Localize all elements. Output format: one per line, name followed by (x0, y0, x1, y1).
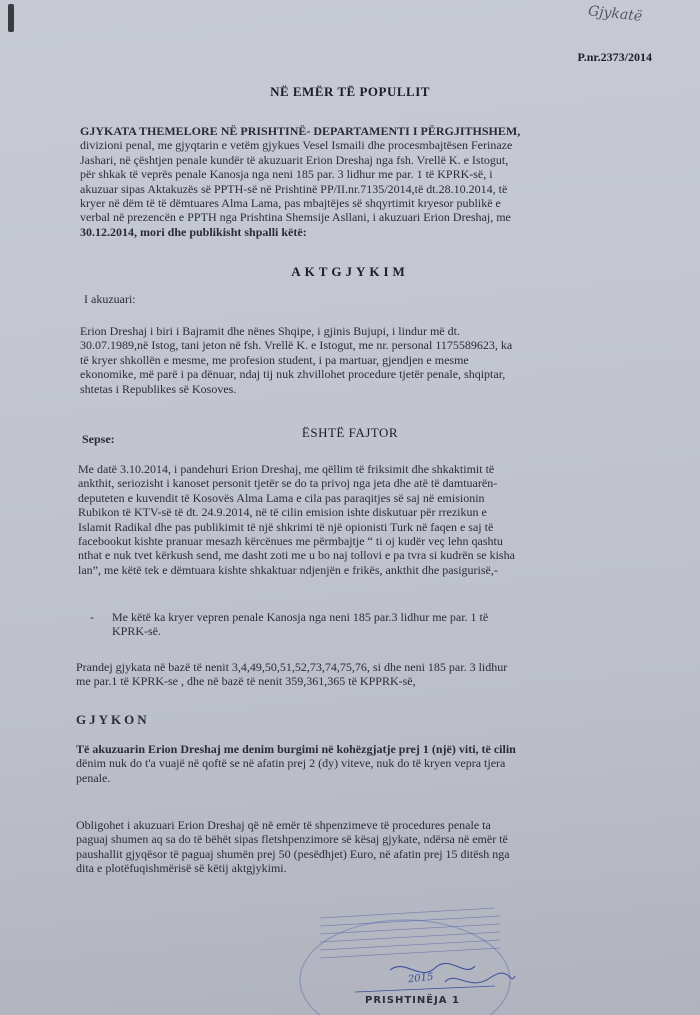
sentence-line-text: Të akuzuarin Erion Dreshaj me denim burgimi në kohëzgjatje prej 1 (një) viti, të cilin (76, 742, 516, 756)
facts-line: facebookut kishte pranuar mesazh kërcënues me përmbajtje “ ti oj kudër veç lehn qashtu (78, 534, 503, 549)
costs-paragraph (76, 818, 606, 876)
costs-line: Obligohet i akuzuari Erion Dreshaj që në emër të shpenzimeve të procedures penale ta (76, 818, 491, 832)
costs-line: paushallit gjyqësor të paguaj shumën prej 50 (pesëdhjet) Euro, në afatin prej 15 ditësh nga (76, 846, 510, 861)
accused-line: shtetas i Republikes së Kosoves. (80, 381, 237, 396)
law-paragraph (76, 660, 606, 689)
intro-line: kryer në dëm të të dëmtuares Alma Lama, pas mbajtëjes së shqyrtimit kryesor publikë e (80, 196, 501, 211)
intro-paragraph (80, 124, 610, 239)
accused-line: 30.07.1989,në Istog, tani jeton në fsh. Vrellë K. e Istogut, me nr. personal 1175589623, ka (80, 338, 513, 353)
bullet-paragraph (112, 610, 602, 639)
bullet-line: Me këtë ka kryer vepren penale Kanosja nga neni 185 par.3 lidhur me par. 1 të (112, 610, 489, 624)
sentence-line: dënim nuk do t'a vuajë në qoftë se në afatin prej 2 (dy) viteve, nuk do të kryen vepra tjera (76, 756, 506, 771)
accused-label: I akuzuari: (84, 292, 136, 306)
accused-line: ekonomike, më parë i pa dënuar, ndaj tij nuk zhvillohet procedure tjetër penale, shqiptar, (80, 367, 506, 382)
intro-line: akuzuar sipas Aktakuzës së PPTH-së në Prishtinë PP/II.nr.7135/2014,të dt.28.10.2014, të (80, 181, 508, 196)
law-line: Prandej gjykata në bazë të nenit 3,4,49,50,51,52,73,74,75,76, si dhe neni 185 par. 3 lidhur (76, 660, 508, 674)
court-stamp (295, 900, 525, 1015)
document-title: NË EMËR TË POPULLIT (270, 84, 430, 99)
case-number: P.nr.2373/2014 (577, 50, 652, 64)
facts-line: Me datë 3.10.2014, i pandehuri Erion Dreshaj, me qëllim të friksimit dhe shkaktimit të (78, 462, 495, 476)
law-line: me par.1 të KPRK-se , dhe në bazë të nenit 359,361,365 të KPPRK-së, (76, 674, 416, 689)
intro-line: GJYKATA THEMELORE NË PRISHTINË- DEPARTAMENTI I PËRGJITHSHEM, (80, 124, 521, 138)
intro-line: 30.12.2014, mori dhe publikisht shpalli këtë: (80, 224, 307, 239)
guilty-heading: ËSHTË FAJTOR (301, 425, 399, 440)
judges-heading: GJYKON (76, 712, 150, 727)
because-label: Sepse: (82, 432, 115, 446)
accused-paragraph (80, 324, 610, 396)
sentence-paragraph (76, 742, 606, 785)
costs-line: dita e plotëfuqishmërisë së këtij aktgjykimi. (76, 861, 287, 876)
costs-line: paguaj shumen aq sa do të bëhët sipas fletshpenzimore së kësaj gjykate, ndërsa në emër të (76, 832, 508, 847)
intro-line: divizioni penal, me gjyqtarin e vetëm gjykues Vesel Ismaili dhe procesmbajtësen Ferinaze (80, 138, 513, 153)
intro-line: verbal në prezencën e PPTH nga Prishtina Shemsije Asllani, i akuzuari Erion Dreshaj, me (80, 210, 511, 225)
facts-line: Rubikon të KTV-së të dt. 24.9.2014, në të cilin emision ishte diskutuar për rrezikun e (78, 505, 487, 520)
bullet-marker: - (90, 610, 94, 624)
facts-line: ankthit, seriozisht i kanoset personit tjetër se do ta privoj nga jeta dhe atë të damtuarën- (78, 476, 498, 491)
sentence-line: penale. (76, 770, 111, 785)
sentence-line (76, 742, 606, 756)
facts-line: Islamit Radikal dhe pas publikimit të një shkrimi të një opionisti Turk në faqen e saj të (78, 519, 494, 534)
accused-line: Erion Dreshaj i biri i Bajramit dhe nënes Shqipe, i gjinis Bujupi, i lindur më dt. (80, 324, 460, 338)
accused-line: të kryer shkollën e mesme, me profesion student, i pa martuar, gjendjen e mesme (80, 352, 469, 367)
facts-paragraph (78, 462, 608, 577)
stamp-location-text: PRISHTINËJA 1 (365, 995, 460, 1006)
intro-line: Jashari, në çështjen penale kundër të akuzuarit Erion Dreshaj nga fsh. Vrellë K. e Istogut, (80, 152, 509, 167)
facts-line: lan”, me këtë tek e dëmtuara kishte shkaktuar ndjenjën e frikës, ankthit dhe pasigurisë,- (78, 562, 498, 577)
intro-line: për shkak të veprës penale Kanosja nga neni 185 par. 3 lidhur me par. 1 të KPRK-së, i (80, 167, 493, 182)
signature-date: 2015 (407, 971, 434, 986)
binding-holes (8, 0, 18, 60)
handwritten-corner-note: Gjykatë (587, 3, 643, 25)
facts-line: nthat e nuk tvet kërkush send, me dasht zoti me u bo naj tollovi e pa tvra si kudrën se kisha (78, 548, 515, 563)
bullet-line: KPRK-së. (112, 624, 162, 639)
facts-line: deputeten e kuvendit të Kosovës Alma Lama e cila pas paraqitjes së saj në emisionin (78, 490, 485, 505)
verdict-title: AKTGJYKIM (291, 264, 409, 279)
